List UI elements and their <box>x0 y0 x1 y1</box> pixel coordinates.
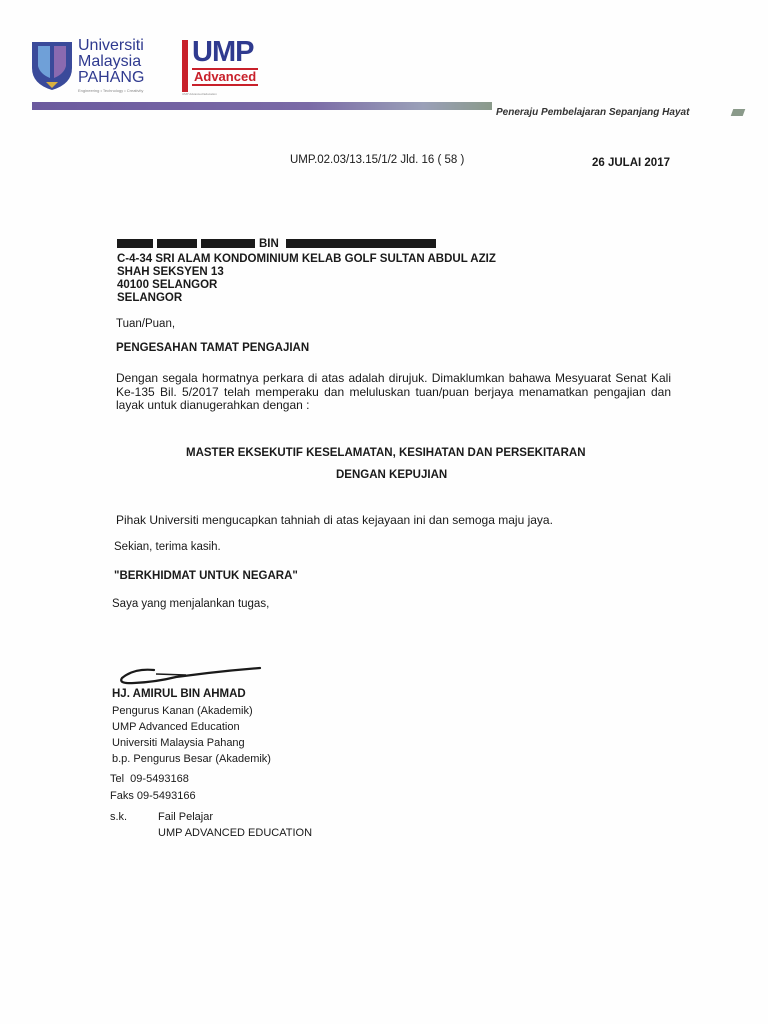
address-line: SELANGOR <box>117 292 183 304</box>
signatory-department: UMP Advanced Education <box>112 721 240 733</box>
university-logo <box>30 36 190 96</box>
thanks-text: Sekian, terima kasih. <box>114 541 221 553</box>
cc-label: s.k. <box>110 811 128 823</box>
body-paragraph: Dengan segala hormatnya perkara di atas adalah dirujuk. Dimaklumkan bahawa Mesyuarat Senat Kali Ke-135 Bil. 5/2017 telah memperaku dan meluluskan tuan/puan berjaya menamatkan pengajian dan layak untuk dianugerahkan dengan : <box>116 371 671 412</box>
ump-advanced-logo <box>182 36 274 98</box>
header-band <box>32 102 492 110</box>
signatory-name: HJ. AMIRUL BIN AHMAD <box>112 688 246 700</box>
signatory-university: Universiti Malaysia Pahang <box>112 737 245 749</box>
motto: Peneraju Pembelajaran Sepanjang Hayat <box>496 107 690 118</box>
signature-icon <box>116 660 266 690</box>
address-line: SHAH SEKSYEN 13 <box>117 266 224 278</box>
reference-number: UMP.02.03/13.15/1/2 Jld. 16 ( 58 ) <box>290 154 465 166</box>
address-line: 40100 SELANGOR <box>117 279 218 291</box>
university-name-line-3: PAHANG <box>78 69 145 86</box>
logo-advanced-text: Advanced <box>194 69 257 84</box>
degree-title: MASTER EKSEKUTIF KESELAMATAN, KESIHATAN DAN PERSEKITARAN <box>186 447 586 459</box>
letter-date: 26 JULAI 2017 <box>592 157 670 169</box>
recipient-bin: BIN <box>259 238 279 250</box>
salutation: Tuan/Puan, <box>116 318 176 330</box>
signatory-behalf: b.p. Pengurus Besar (Akademik) <box>112 753 271 765</box>
redacted-block <box>201 239 255 248</box>
university-wordmark <box>78 38 144 86</box>
slogan: "BERKHIDMAT UNTUK NEGARA" <box>114 570 298 582</box>
signatory-fax: Faks 09-5493166 <box>110 790 196 802</box>
university-tagline: Engineering • Technology • Creativity <box>78 88 144 93</box>
closing-text: Saya yang menjalankan tugas, <box>112 598 270 610</box>
logo-advanced-tagline: UMP Advanced Education <box>182 92 217 96</box>
congratulations-text: Pihak Universiti mengucapkan tahniah di atas kejayaan ini dan semoga maju jaya. <box>116 513 553 527</box>
motto-mark-icon <box>731 109 746 116</box>
signatory-tel: Tel 09-5493168 <box>110 773 189 785</box>
address-line: C-4-34 SRI ALAM KONDOMINIUM KELAB GOLF SULTAN ABDUL AZIZ <box>117 253 496 265</box>
university-name-line-1: Universiti <box>78 37 144 54</box>
cc-line: UMP ADVANCED EDUCATION <box>158 827 313 839</box>
cc-line: Fail Pelajar <box>158 811 214 823</box>
university-name-line-2: Malaysia <box>78 53 142 70</box>
subject-line: PENGESAHAN TAMAT PENGAJIAN <box>116 342 310 354</box>
redacted-block <box>117 239 153 248</box>
recipient-name <box>117 238 440 250</box>
logo-red-bar <box>182 40 188 92</box>
logo-ump-text: UMP <box>192 36 254 68</box>
university-shield-icon <box>30 38 74 92</box>
signatory-title: Pengurus Kanan (Akademik) <box>112 705 253 717</box>
redacted-block <box>286 239 436 248</box>
redacted-block <box>157 239 197 248</box>
degree-honours: DENGAN KEPUJIAN <box>336 469 448 481</box>
